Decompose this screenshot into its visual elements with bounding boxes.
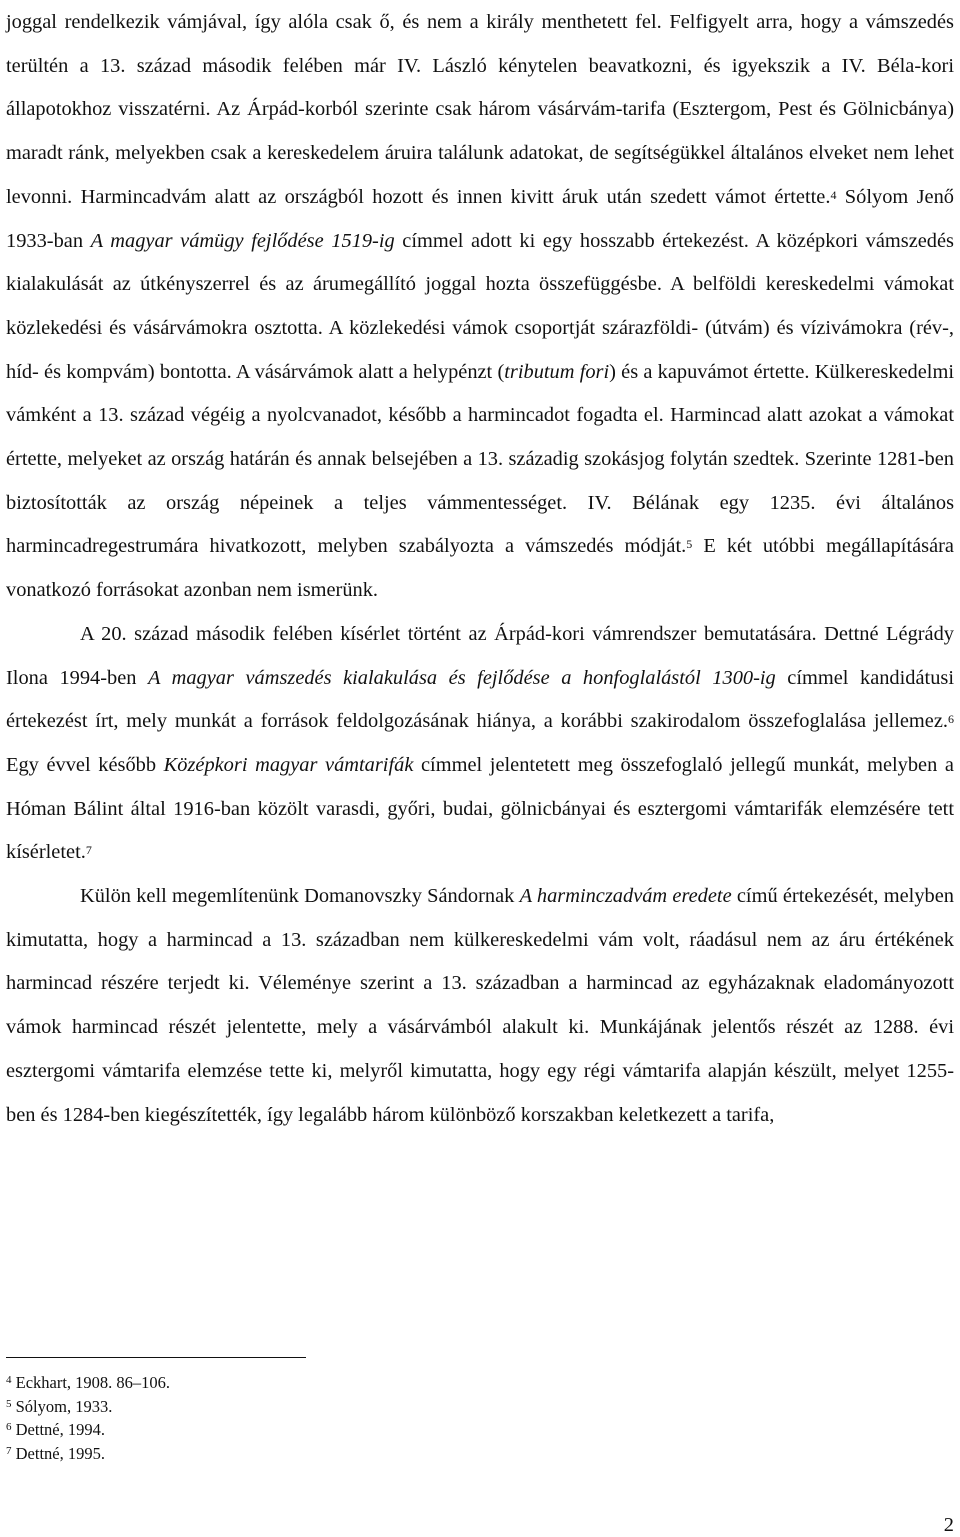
footnote-reference: 6 [948, 712, 954, 727]
italic-title: tributum fori [504, 360, 610, 383]
footnote [6, 1418, 170, 1442]
paragraph [6, 1, 954, 613]
italic-title: A magyar vámszedés kialakulása és fejlődése a honfoglalástól 1300-ig [148, 666, 776, 689]
footnote-number: 6 [6, 1421, 12, 1434]
footnote-reference: 7 [85, 843, 92, 858]
page-number: 2 [943, 1514, 954, 1536]
italic-title: A magyar vámügy fejlődése 1519-ig [90, 229, 395, 252]
footnote [6, 1371, 170, 1395]
text-run: A 20. század második felében kísérlet történt az Árpád-kori vámrendszer bemutatására. Dettné Légrády Ilona 1994-ben [6, 622, 954, 689]
footnote-text: Eckhart, 1908. 86–106. [11, 1373, 171, 1392]
footnote [6, 1395, 170, 1419]
paragraph [6, 613, 954, 875]
text-run: joggal rendelkezik vámjával, így alóla csak ő, és nem a király menthetett fel. Felfigyelt arra, hogy a vámszedés terültén a 13. század második felében már IV. László kénytelen beavatkozni, és igyekszik a IV. Béla-kori állapotokhoz visszatérni. Az Árpád-korból szerinte csak három vásárvám-tarifa (Esztergom, Pest és Gölnicbánya) maradt ránk, melyekben csak a kereskedelem áruira találunk adatokat, de segítségükkel általános elveket nem lehet levonni. Harmincadvám alatt az országból hozott és innen kivitt áruk után szedett vámot értette. [6, 11, 954, 208]
footnote-separator [6, 1357, 306, 1358]
footnote-number: 4 [6, 1374, 12, 1386]
text-run: Egy évvel később [6, 753, 164, 776]
footnote-number: 5 [6, 1397, 12, 1410]
paragraph [6, 875, 954, 1137]
text-run: E két utóbbi megállapítására vonatkozó forrásokat azonban nem ismerünk. [6, 535, 954, 602]
text-run: Külön kell megemlítenünk Domanovszky Sándornak [80, 885, 520, 908]
italic-title: Középkori magyar vámtarifák [163, 753, 414, 776]
text-run: címmel jelentetett meg összefoglaló jellegű munkát, melyben a Hóman Bálint által 1916-ban közölt varasdi, győri, budai, gölnicbányai és esztergomi vámtarifák elemzésére tett kísérletet. [6, 753, 954, 864]
footnote-text: Dettné, 1995. [11, 1443, 105, 1463]
footnote-text: Dettné, 1994. [11, 1420, 105, 1440]
footnote-reference: 4 [830, 187, 837, 202]
footnote-number: 7 [6, 1444, 12, 1457]
text-run: Sólyom Jenő 1933-ban [6, 185, 954, 252]
italic-title: A harminczadvám eredete [519, 885, 732, 908]
text-run: című értekezését, melyben kimutatta, hogy a harmincad a 13. században nem külkereskedelmi vám volt, ráadásul nem az áru értékének harmincad részére terjedt ki. Véleménye szerint a 13. században a harmincad az egyházaknak eladományozott vámok harmincad részét jelentette, mely a vásárvámból alakult ki. Munkájának jelentős részét az 1288. évi esztergomi vámtarifa elemzése tette ki, melyről kimutatta, hogy egy régi vámtarifa alapján készült, melyet 1255-ben és 1284-ben kiegészítették, így legalább három különböző korszakban keletkezett a tarifa, [6, 885, 954, 1126]
footnote-text: Sólyom, 1933. [11, 1396, 113, 1416]
footnotes-list [6, 1371, 170, 1465]
body-text [6, 1, 954, 1137]
text-run: címmel kandidátusi értekezést írt, mely munkát a források feldolgozásának hiánya, a korábbi szakirodalom összefoglalása jellemez. [6, 666, 955, 733]
text-run: címmel adott ki egy hosszabb értekezést. A középkori vámszedés kialakulását az útkényszerrel és az árumegállító joggal hozta összefüggésbe. A belföldi kereskedelmi vámokat közlekedési és vásárvámokra osztotta. A közlekedési vámok csoportját szárazföldi- (útvám) és vízivámokra (rév-, híd- és kompvám) bontotta. A vásárvámok alatt a helypénzt ( [6, 229, 954, 383]
footnote [6, 1442, 170, 1466]
text-run: ) és a kapuvámot értette. Külkereskedelmi vámként a 13. század végéig a nyolcvanadot, később a harmincadot fogadta el. Harmincad alatt azokat a vámokat értette, melyeket az ország határán és annak belsejében a 13. századig szokásjog folytán szedtek. Szerinte 1281-ben biztosították az ország népeinek a teljes vámmentességet. IV. Bélának egy 1235. évi általános harmincadregestrumára hivatkozott, melyben szabályozta a vámszedés módját. [6, 360, 954, 558]
document-page [6, 0, 954, 1537]
footnote-reference: 5 [686, 537, 693, 552]
